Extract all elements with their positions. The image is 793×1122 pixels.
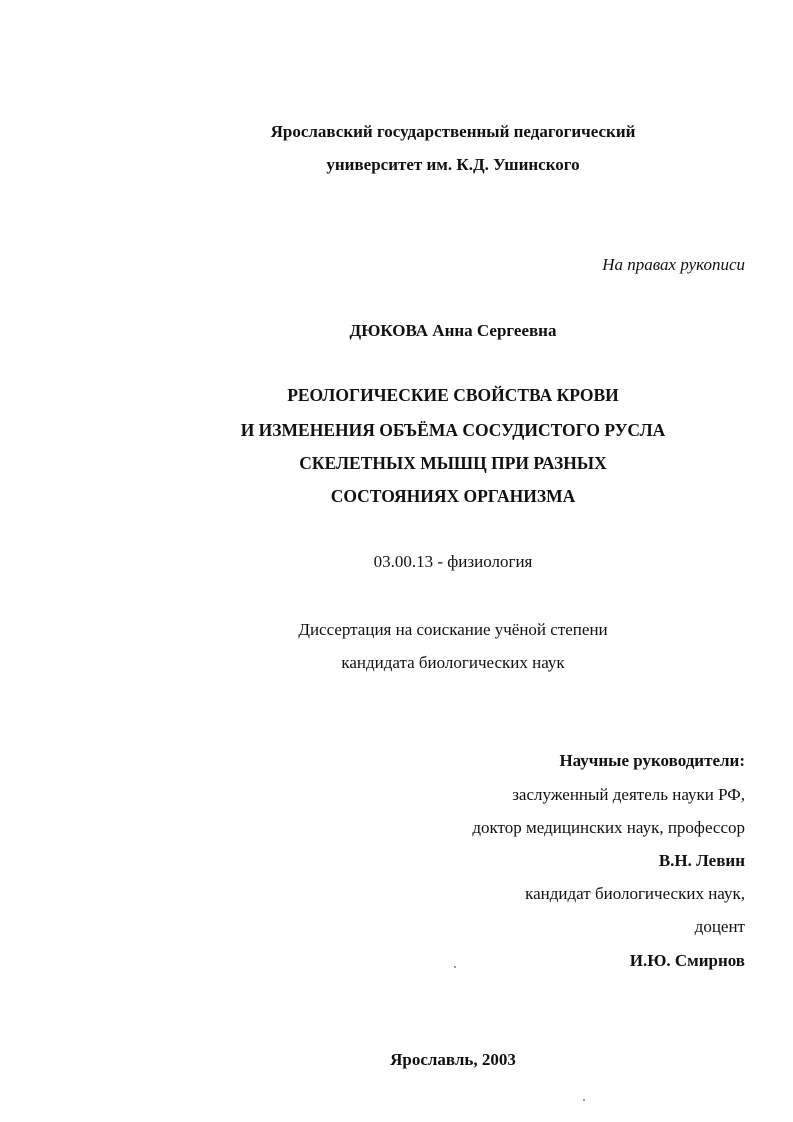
institution-line-1: Ярославский государственный педагогический bbox=[270, 122, 636, 141]
specialty-code: 03.00.13 - физиология bbox=[373, 552, 533, 571]
author-given-names: Анна Сергеевна bbox=[432, 321, 557, 340]
title-line-3: СКЕЛЕТНЫХ МЫШЦ ПРИ РАЗНЫХ bbox=[299, 453, 607, 473]
scan-speck bbox=[583, 1099, 585, 1101]
author-surname: ДЮКОВА bbox=[349, 321, 429, 340]
author-name bbox=[0, 320, 793, 342]
institution-line-2: университет им. К.Д. Ушинского bbox=[326, 155, 580, 174]
title-line-2: И ИЗМЕНЕНИЯ ОБЪЁМА СОСУДИСТОГО РУСЛА bbox=[240, 420, 666, 440]
title-line-4: СОСТОЯНИЯХ ОРГАНИЗМА bbox=[330, 486, 576, 506]
city-year: Ярославль, 2003 bbox=[390, 1050, 516, 1069]
manuscript-note: На правах рукописи bbox=[602, 255, 745, 274]
supervisor-1-title-line-1: заслуженный деятель науки РФ, bbox=[512, 785, 745, 804]
title-line-1: РЕОЛОГИЧЕСКИЕ СВОЙСТВА КРОВИ bbox=[287, 385, 619, 405]
supervisor-2-name: И.Ю. Смирнов bbox=[629, 951, 745, 970]
supervisor-2-title-line-2: доцент bbox=[694, 917, 745, 936]
degree-line-1: Диссертация на соискание учёной степени bbox=[298, 620, 608, 639]
scan-speck bbox=[454, 966, 456, 968]
supervisor-1-name: В.Н. Левин bbox=[658, 851, 745, 870]
supervisor-2-title-line-1: кандидат биологических наук, bbox=[525, 884, 745, 903]
supervisors-heading: Научные руководители: bbox=[559, 751, 745, 770]
supervisor-1-title-line-2: доктор медицинских наук, профессор bbox=[472, 818, 745, 837]
degree-line-2: кандидата биологических наук bbox=[341, 653, 565, 672]
